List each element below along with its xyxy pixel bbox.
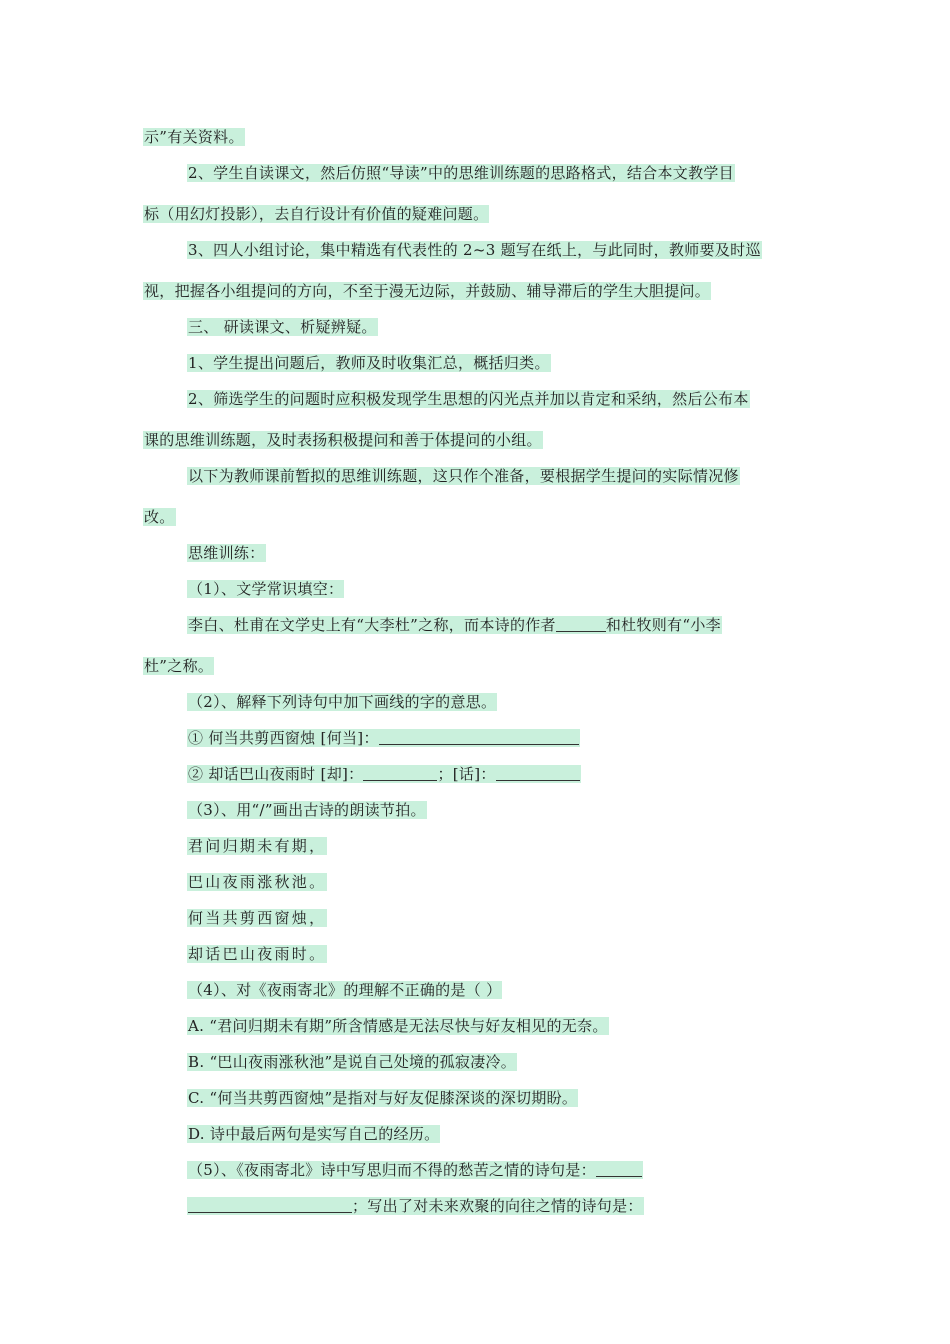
text-highlight [187,1197,644,1215]
exercise-heading [187,542,266,564]
question-3-heading [187,799,427,821]
question-5-text-cont [187,1195,644,1217]
poem-line-2 [187,871,327,893]
text-line-note-cont [143,506,176,528]
text-highlight: 2、筛选学生的问题时应积极发现学生思想的闪光点并加以肯定和采纳，然后公布本 [188,390,749,408]
answer-blank[interactable] [188,1196,352,1213]
question-5-text-b: ；写出了对未来欢聚的向往之情的诗句是： [352,1197,643,1215]
text-line-note [187,465,740,487]
option-d [187,1123,440,1145]
text-highlight: 却话巴山夜雨时。 [188,945,327,963]
text-highlight: 巴山夜雨涨秋池。 [188,873,327,891]
text-highlight: A. “君问归期未有期”所含情感是无法尽快与好友相见的无奈。 [188,1017,608,1035]
text-highlight: 视，把握各小组提问的方向，不至于漫无边际，并鼓励、辅导滞后的学生大胆提问。 [144,282,711,300]
question-1-heading [187,578,344,600]
answer-blank[interactable] [496,764,580,781]
text-highlight: 思维训练： [188,544,265,562]
text-highlight: 以下为教师课前暂拟的思维训练题，这只作个准备，要根据学生提问的实际情况修 [188,467,739,485]
question-2-item-1-text: ① 何当共剪西窗烛 [何当]： [188,729,379,747]
text-line-item-2-cont [143,429,543,451]
text-line-step-3-cont [143,280,711,302]
text-highlight [187,729,580,747]
question-1-text-cont [143,655,214,677]
poem-line-3 [187,907,327,929]
text-highlight: B. “巴山夜雨涨秋池”是说自己处境的孤寂凄冷。 [188,1053,517,1071]
text-line-item-1 [187,352,551,374]
question-2-heading [187,691,497,713]
poem-line-4 [187,943,327,965]
question-2-item-1 [187,727,580,749]
poem-line-1 [187,835,327,857]
text-highlight: （3）、用“/”画出古诗的朗读节拍。 [188,801,426,819]
text-highlight: 何当共剪西窗烛， [188,909,327,927]
option-b [187,1051,517,1073]
question-5-heading [187,1159,643,1181]
text-highlight [187,765,581,783]
text-highlight: 杜”之称。 [144,657,214,675]
question-4-heading [187,979,502,1001]
question-2-item-2-text-a: ② 却话巴山夜雨时 [却]： [188,765,364,783]
text-highlight: 课的思维训练题，及时表扬积极提问和善于体提问的小组。 [144,431,542,449]
text-line-item-2 [187,388,750,410]
option-c [187,1087,578,1109]
text-line-continued-intro [143,126,245,148]
text-highlight: 三、 研读课文、析疑辨疑。 [188,318,377,336]
question-1-text [187,614,722,636]
question-2-item-2 [187,763,581,785]
text-line-step-3 [187,239,762,261]
option-a [187,1015,609,1037]
text-line-step-2 [187,162,735,184]
text-highlight: 君问归期未有期， [188,837,327,855]
text-highlight: （1）、文学常识填空： [188,580,344,598]
text-highlight: 2、学生自读课文，然后仿照“导读”中的思维训练题的思路格式，结合本文教学目 [188,164,734,182]
question-1-text-a: 李白、杜甫在文学史上有“大李杜”之称，而本诗的作者 [188,616,556,634]
text-highlight: （4）、对《夜雨寄北》的理解不正确的是（ ） [188,981,502,999]
answer-blank[interactable] [596,1160,642,1177]
text-highlight: （2）、解释下列诗句中加下画线的字的意思。 [188,693,497,711]
text-highlight: 示”有关资料。 [144,128,244,146]
question-2-item-2-text-b: ；[话]： [437,765,496,783]
text-highlight: 1、学生提出问题后，教师及时收集汇总，概括归类。 [188,354,550,372]
text-line-step-2-cont [143,203,489,225]
section-heading-3 [187,316,378,338]
text-highlight: 标（用幻灯投影），去自行设计有价值的疑难问题。 [144,205,489,223]
answer-blank[interactable] [556,615,606,632]
answer-blank[interactable] [379,728,579,745]
text-highlight: 改。 [144,508,175,526]
question-1-text-b: 和杜牧则有“小李 [605,616,721,634]
text-highlight [187,1161,643,1179]
text-highlight: 3、四人小组讨论，集中精选有代表性的 2~3 题写在纸上，与此同时，教师要及时巡 [188,241,761,259]
text-highlight: C. “何当共剪西窗烛”是指对与好友促膝深谈的深切期盼。 [188,1089,578,1107]
text-highlight: D. 诗中最后两句是实写自己的经历。 [188,1125,440,1143]
text-highlight [187,616,722,634]
question-5-text-a: （5）、《夜雨寄北》诗中写思归而不得的愁苦之情的诗句是： [188,1161,596,1179]
answer-blank[interactable] [363,764,437,781]
